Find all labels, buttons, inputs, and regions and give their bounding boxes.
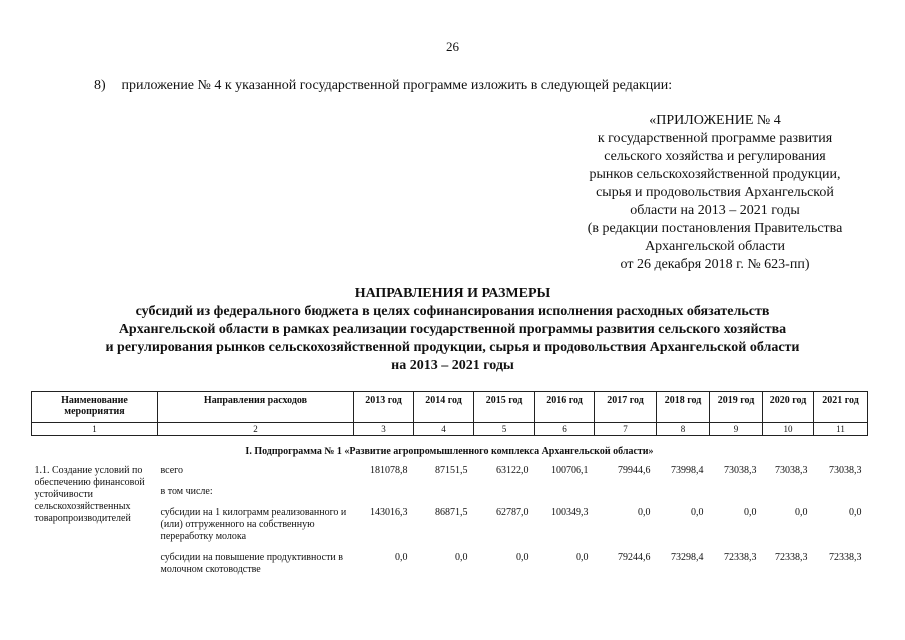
value-cell: 143016,3	[370, 507, 408, 518]
value-cell: 0,0	[576, 552, 589, 563]
expense-direction: всего	[160, 465, 184, 476]
value-cell: 0,0	[395, 552, 408, 563]
appendix-line: рынков сельскохозяйственной продукции,	[589, 167, 841, 182]
value-cell: 62787,0	[496, 507, 529, 518]
appendix-line: Архангельской области	[645, 239, 785, 254]
column-number-row	[32, 423, 868, 436]
column-number: 4	[414, 423, 474, 436]
column-header: 2016 год	[535, 392, 595, 423]
appendix-header	[565, 112, 865, 274]
value-cell: 0,0	[516, 552, 529, 563]
subprogram-row	[32, 436, 868, 465]
expense-direction: в том числе:	[160, 486, 213, 497]
value-cell: 87151,5	[435, 465, 468, 476]
column-header: 2019 год	[710, 392, 763, 423]
column-number: 5	[474, 423, 535, 436]
heading-line: и регулирования рынков сельскохозяйственной продукции, сырья и продовольствия Архангельской области	[105, 340, 800, 355]
value-cell	[595, 485, 657, 506]
column-number: 1	[32, 423, 158, 436]
heading-title: НАПРАВЛЕНИЯ И РАЗМЕРЫ	[354, 286, 551, 301]
value-cell: 0,0	[455, 552, 468, 563]
table-row	[32, 506, 868, 551]
appendix-line: (в редакции постановления Правительства	[587, 221, 843, 236]
heading-line: субсидий из федерального бюджета в целях софинансирования исполнения расходных обязательств	[135, 304, 770, 319]
value-cell: 73998,4	[671, 465, 704, 476]
value-cell	[710, 485, 763, 506]
expense-direction: субсидии на 1 килограмм реализованного и (или) отгруженного на собственную переработку молока	[160, 507, 347, 542]
column-header: 2015 год	[474, 392, 535, 423]
value-cell	[763, 485, 814, 506]
value-cell	[414, 485, 474, 506]
column-number: 11	[814, 423, 868, 436]
paragraph-text: приложение № 4 к указанной государственной программе изложить в следующей редакции:	[121, 78, 673, 93]
appendix-line: области на 2013 – 2021 годы	[630, 203, 800, 218]
value-cell: 79944,6	[618, 465, 651, 476]
value-cell: 0,0	[795, 507, 808, 518]
value-cell: 72338,3	[775, 552, 808, 563]
column-number: 7	[595, 423, 657, 436]
activity-name: 1.1. Создание условий по обеспечению финансовой устойчивости сельскохозяйственных товаропроизводителей	[34, 465, 145, 524]
column-header: Направления расходов	[158, 392, 354, 423]
expense-direction: субсидии на повышение продуктивности в молочном скотоводстве	[160, 552, 344, 575]
document-heading	[0, 285, 905, 375]
value-cell	[657, 485, 710, 506]
value-cell: 73298,4	[671, 552, 704, 563]
value-cell: 73038,3	[829, 465, 862, 476]
value-cell: 0,0	[849, 507, 862, 518]
value-cell: 73038,3	[724, 465, 757, 476]
column-number: 10	[763, 423, 814, 436]
table-row	[32, 551, 868, 577]
appendix-line: к государственной программе развития	[597, 131, 833, 146]
value-cell: 72338,3	[724, 552, 757, 563]
column-header: 2020 год	[763, 392, 814, 423]
heading-line: на 2013 – 2021 годы	[391, 358, 514, 373]
value-cell: 79244,6	[618, 552, 651, 563]
value-cell	[814, 485, 868, 506]
paragraph-number: 8)	[94, 78, 106, 93]
value-cell: 0,0	[691, 507, 704, 518]
subprogram-title: I. Подпрограмма № 1 «Развитие агропромышленного комплекса Архангельской области»	[245, 446, 654, 457]
value-cell	[354, 485, 414, 506]
column-header: 2018 год	[657, 392, 710, 423]
appendix-line: сельского хозяйства и регулирования	[604, 149, 826, 164]
column-number: 3	[354, 423, 414, 436]
column-header: 2014 год	[414, 392, 474, 423]
table-row	[32, 464, 868, 485]
amendment-paragraph	[94, 78, 672, 94]
value-cell	[535, 485, 595, 506]
appendix-line: сырья и продовольствия Архангельской	[596, 185, 834, 200]
value-cell: 73038,3	[775, 465, 808, 476]
column-number: 9	[710, 423, 763, 436]
table-header-row	[32, 392, 868, 423]
heading-line: Архангельской области в рамках реализации государственной программы развития сельского хозяйства	[118, 322, 787, 337]
value-cell	[474, 485, 535, 506]
value-cell: 63122,0	[496, 465, 529, 476]
table-row	[32, 485, 868, 506]
column-number: 2	[158, 423, 354, 436]
column-header: 2017 год	[595, 392, 657, 423]
value-cell: 72338,3	[829, 552, 862, 563]
value-cell: 181078,8	[370, 465, 408, 476]
value-cell: 0,0	[638, 507, 651, 518]
column-number: 6	[535, 423, 595, 436]
appendix-line: от 26 декабря 2018 г. № 623-пп)	[620, 257, 810, 272]
column-number: 8	[657, 423, 710, 436]
value-cell: 0,0	[744, 507, 757, 518]
column-header: 2021 год	[814, 392, 868, 423]
value-cell: 100706,1	[551, 465, 589, 476]
column-header: Наименование мероприятия	[32, 392, 158, 423]
subsidy-table	[31, 391, 868, 577]
appendix-line: «ПРИЛОЖЕНИЕ № 4	[649, 113, 781, 128]
value-cell: 100349,3	[551, 507, 589, 518]
column-header: 2013 год	[354, 392, 414, 423]
value-cell: 86871,5	[435, 507, 468, 518]
page-number: 26	[446, 39, 459, 54]
